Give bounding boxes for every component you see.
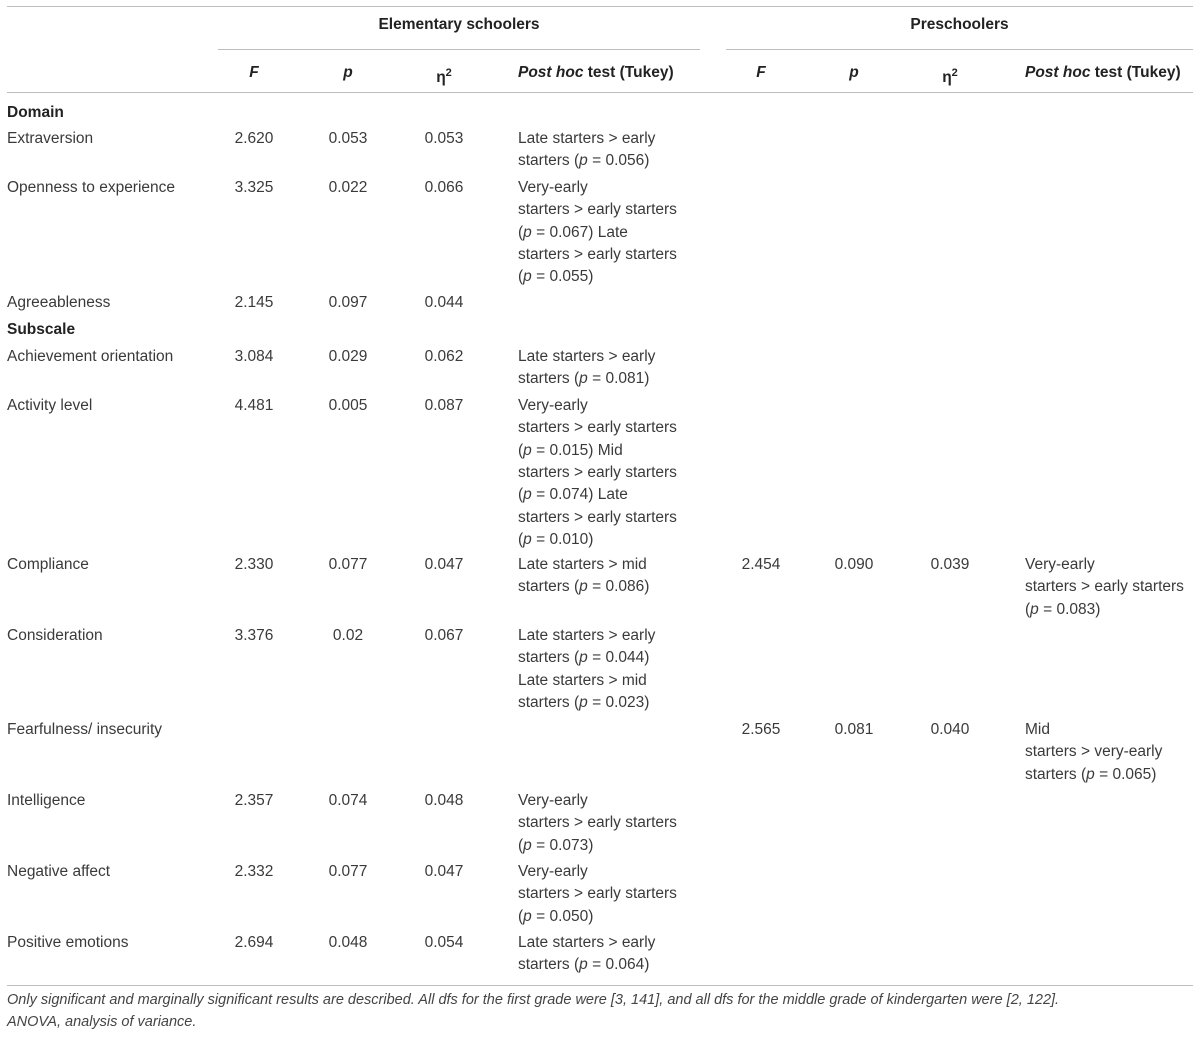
elementary-f-value: 2.332 [234, 863, 274, 880]
elementary-p-value: 0.053 [328, 130, 368, 147]
preschool-posthoc-line: Very-early [1025, 556, 1095, 573]
elementary-posthoc-line: Very-early [518, 179, 588, 196]
elementary-posthoc-line: Late starters > early [518, 130, 656, 147]
bottom-rule [7, 985, 1193, 986]
elementary-f-value: 3.084 [234, 348, 274, 365]
elementary-posthoc-line: (p = 0.050) [518, 907, 594, 925]
elementary-posthoc-line: (p = 0.074) Late [518, 486, 628, 504]
row-label: Agreeableness [7, 294, 111, 311]
elementary-f-value: 4.481 [234, 397, 274, 414]
elementary-eta-value: 0.048 [424, 792, 464, 809]
elementary-p-value: 0.022 [328, 179, 368, 196]
elementary-posthoc-line: starters (p = 0.023) [518, 693, 650, 711]
elementary-posthoc-line: starters > early starters [518, 245, 677, 263]
row-label: Positive emotions [7, 934, 129, 951]
preschool-col-p: p [849, 64, 859, 81]
preschool-col-eta-squared: $\eta^2$ [942, 67, 958, 87]
preschool-col-f: F [756, 64, 766, 81]
group-header-elementary: Elementary schoolers [378, 16, 540, 33]
footnote-line-2: ANOVA, analysis of variance. [7, 1014, 197, 1030]
table-footnote [7, 989, 1193, 1033]
elementary-f-value: 2.620 [234, 130, 274, 147]
elementary-posthoc-line: starters (p = 0.064) [518, 956, 650, 974]
elementary-posthoc-line: Very-early [518, 397, 588, 414]
elementary-p-value: 0.02 [332, 627, 364, 644]
row-label: Compliance [7, 556, 89, 573]
footnote-line-1: Only significant and marginally significant results are described. All dfs for the first grade were [3, 141], and all dfs for the middle grade of kindergarten were [2, 122]. [7, 992, 1060, 1008]
elementary-posthoc-line: (p = 0.055) [518, 268, 594, 286]
elementary-posthoc-line: Very-early [518, 863, 588, 880]
preschool-posthoc-line: starters (p = 0.065) [1025, 765, 1157, 783]
elementary-posthoc-line: Late starters > early [518, 627, 656, 644]
elementary-eta-value: 0.047 [424, 863, 464, 880]
elementary-p-value: 0.077 [328, 556, 368, 573]
elementary-posthoc-line: Late starters > early [518, 934, 656, 951]
elementary-p-value: 0.029 [328, 348, 368, 365]
row-label: Intelligence [7, 792, 86, 809]
row-label: Activity level [7, 397, 93, 414]
row-label: Openness to experience [7, 179, 176, 196]
elementary-p-value: 0.005 [328, 397, 368, 414]
elementary-posthoc-line: starters (p = 0.056) [518, 152, 650, 170]
elementary-posthoc-line: Very-early [518, 792, 588, 809]
preschool-eta-value: 0.040 [930, 721, 970, 738]
elementary-posthoc-line: starters > early starters [518, 508, 677, 526]
elementary-posthoc-line: starters > early starters [518, 463, 677, 481]
elementary-posthoc-line: Late starters > early [518, 348, 656, 365]
elementary-col-f: F [249, 64, 259, 81]
section-label-domain: Domain [7, 104, 64, 121]
preschool-f-value: 2.565 [741, 721, 781, 738]
elementary-posthoc-line: (p = 0.073) [518, 836, 594, 854]
elementary-posthoc-line: (p = 0.015) Mid [518, 441, 623, 459]
row-label: Achievement orientation [7, 348, 174, 365]
group-rule-preschool [726, 49, 1193, 50]
elementary-col-eta-squared: $\eta^2$ [436, 67, 452, 87]
elementary-eta-value: 0.087 [424, 397, 464, 414]
elementary-eta-value: 0.066 [424, 179, 464, 196]
elementary-f-value: 2.145 [234, 294, 274, 311]
elementary-p-value: 0.048 [328, 934, 368, 951]
header-rule [7, 92, 1193, 93]
elementary-p-value: 0.074 [328, 792, 368, 809]
row-label: Fearfulness/ insecurity [7, 721, 163, 738]
elementary-posthoc-line: starters > early starters [518, 885, 677, 903]
elementary-posthoc-line: (p = 0.010) [518, 530, 594, 548]
elementary-p-value: 0.077 [328, 863, 368, 880]
preschool-f-value: 2.454 [741, 556, 781, 573]
preschool-eta-value: 0.039 [930, 556, 970, 573]
preschool-posthoc-line: (p = 0.083) [1025, 600, 1101, 618]
elementary-col-posthoc: Post hoc test (Tukey) [518, 64, 674, 81]
elementary-posthoc-line: starters (p = 0.044) [518, 649, 650, 667]
elementary-posthoc-line: starters > early starters [518, 814, 677, 832]
preschool-posthoc-line: Mid [1025, 721, 1050, 738]
elementary-posthoc-line: Late starters > mid [518, 671, 647, 689]
elementary-posthoc-line: starters (p = 0.086) [518, 578, 650, 596]
preschool-posthoc-line: starters > early starters [1025, 578, 1184, 596]
preschool-posthoc-line: starters > very-early [1025, 743, 1163, 761]
elementary-eta-value: 0.044 [424, 294, 464, 311]
top-rule [7, 6, 1193, 7]
elementary-col-p: p [343, 64, 353, 81]
elementary-eta-value: 0.054 [424, 934, 464, 951]
section-label-subscale: Subscale [7, 321, 76, 338]
preschool-col-posthoc: Post hoc test (Tukey) [1025, 64, 1181, 81]
elementary-f-value: 2.694 [234, 934, 274, 951]
row-label: Negative affect [7, 863, 111, 880]
elementary-f-value: 3.376 [234, 627, 274, 644]
preschool-p-value: 0.081 [834, 721, 874, 738]
elementary-posthoc-line: starters (p = 0.081) [518, 370, 650, 388]
elementary-f-value: 2.357 [234, 792, 274, 809]
elementary-posthoc-line: (p = 0.067) Late [518, 223, 628, 241]
elementary-f-value: 2.330 [234, 556, 274, 573]
elementary-eta-value: 0.062 [424, 348, 464, 365]
elementary-posthoc-line: starters > early starters [518, 201, 677, 219]
elementary-posthoc-line: starters > early starters [518, 419, 677, 437]
group-header-preschool: Preschoolers [910, 16, 1009, 33]
elementary-posthoc-line: Late starters > mid [518, 556, 647, 573]
elementary-eta-value: 0.047 [424, 556, 464, 573]
elementary-eta-value: 0.053 [424, 130, 464, 147]
elementary-p-value: 0.097 [328, 294, 368, 311]
row-label: Consideration [7, 627, 103, 644]
preschool-p-value: 0.090 [834, 556, 874, 573]
row-label: Extraversion [7, 130, 94, 147]
elementary-eta-value: 0.067 [424, 627, 464, 644]
elementary-f-value: 3.325 [234, 179, 274, 196]
group-rule-elementary [218, 49, 700, 50]
